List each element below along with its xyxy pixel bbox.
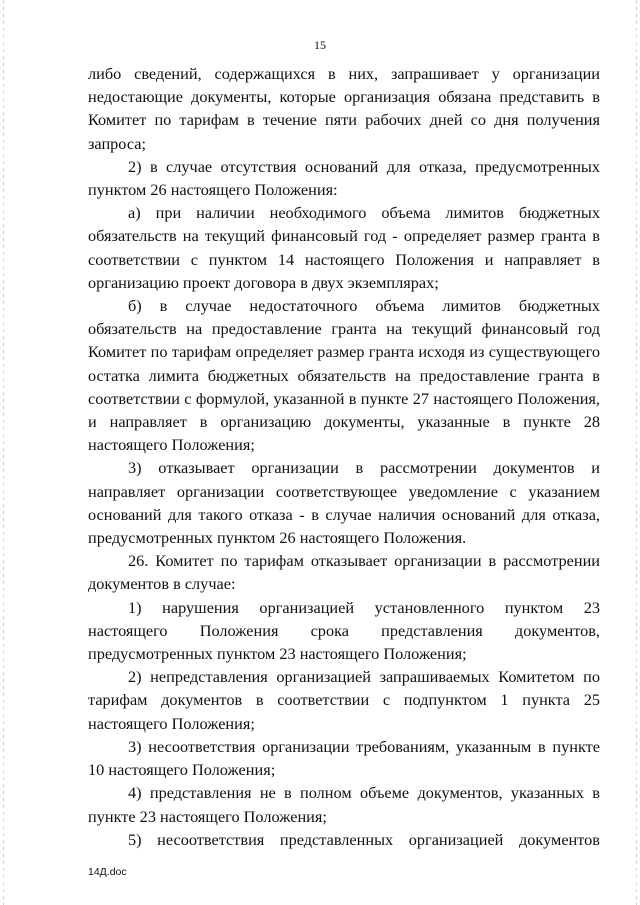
paragraph-subitem-a: а) при наличии необходимого объема лимитов бюджетных обязательств на текущий финансовый год - определяет размер гранта в соответствии с пунктом 14 настоящего Положения и направляет в организацию проект договора в двух экземплярах; xyxy=(88,203,600,292)
paragraph-reason-4: 4) представления не в полном объеме документов, указанных в пункте 23 настоящего Положения; xyxy=(88,783,600,826)
paragraph-reason-3: 3) несоответствия организации требованиям, указанным в пункте 10 настоящего Положения; xyxy=(88,736,600,780)
paragraph-item-3: 3) отказывает организации в рассмотрении документов и направляет организации соответствующее уведомление с указанием оснований для такого отказа - в случае наличия оснований для отказа, предусмотренных пунктом 26 настоящего Положения. xyxy=(88,458,600,548)
paragraph-continuation: либо сведений, содержащихся в них, запрашивает у организации недостающие документы, которые организация обязана представить в Комитет по тарифам в течение пяти рабочих дней со дня получения запроса; xyxy=(88,64,600,153)
paragraph-section-26: 26. Комитет по тарифам отказывает организации в рассмотрении документов в случае: xyxy=(88,551,600,594)
paragraph-reason-2: 2) непредставления организацией запрашиваемых Комитетом по тарифам документов в соответствии с подпунктом 1 пункта 25 настоящего Положения; xyxy=(88,667,600,733)
paragraph-reason-1: 1) нарушения организацией установленного пунктом 23 настоящего Положения срока представления документов, предусмотренных пунктом 23 настоящего Положения; xyxy=(88,597,600,664)
file-name-footer: 14Д.doc xyxy=(88,866,127,878)
scan-edge-right xyxy=(636,0,637,905)
document-body xyxy=(88,62,600,851)
paragraph-reason-5: 5) несоответствия представленных организацией документов xyxy=(128,829,600,849)
scan-edge-left xyxy=(3,0,4,905)
paragraph-item-2: 2) в случае отсутствия оснований для отказа, предусмотренных пунктом 26 настоящего Положения: xyxy=(88,156,600,200)
paragraph-subitem-b: б) в случае недостаточного объема лимитов бюджетных обязательств на предоставление гранта на текущий финансовый год Комитет по тарифам определяет размер гранта исходя из существующего остатка лимита бюджетных обязательств на предоставление гранта в соответствии с формулой, указанной в пункте 27 настоящего Положения, и направляет в организацию документы, указанные в пункте 28 настоящего Положения; xyxy=(88,296,600,455)
page-number: 15 xyxy=(314,38,326,52)
